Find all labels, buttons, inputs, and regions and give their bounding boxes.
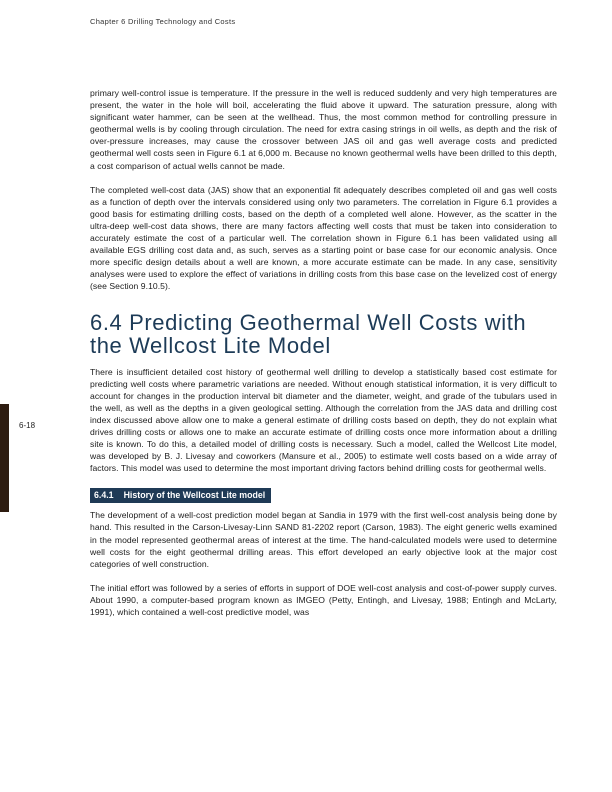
body-paragraph: primary well-control issue is temperature. If the pressure in the well is reduced suddenly and very high temperatures are present, the water in the hole will boil, accelerating the fluid above it upward. The saturation pressure, along with significant water hammer, can be seen at the wellhead. Thus, the most common method for controlling pressure in geothermal wells is by cooling through circulation. The need for extra casing strings in oil wells, as depth and the risk of over-pressure increases, may cause the crossover between JAS oil and gas well average costs and predicted geothermal well costs seen in Figure 6.1 at 6,000 m. Because no known geothermal wells have been drilled to this depth, a cost comparison of actual wells cannot be made.: [90, 88, 557, 171]
section-heading: [90, 311, 557, 357]
section-intro-paragraph: There is insufficient detailed cost history of geothermal well drilling to develop a statistically based cost estimate for predicting well costs where parametric variations are needed. Without enough statistical information, it is very difficult to account for changes in the production interval bit diameter and the diameter, weight, and grade of the tubulars used in the well, as well as the depths in a given geological setting. Although the correlation from the JAS data and drilling cost index discussed above allow one to make a general estimate of drilling costs based on depth, they do not explain what drives drilling costs or allows one to make an accurate estimate of drilling costs once more information about a drilling site is known. To do this, a detailed model of drilling costs is necessary. Such a model, called the Wellcost Lite model, was developed by B. J. Livesay and coworkers (Mansure et al., 2005) to estimate well costs based on a wide array of factors. This model was used to determine the most important driving factors behind drilling costs for geothermal wells.: [90, 366, 557, 474]
running-header: Chapter 6 Drilling Technology and Costs: [90, 17, 236, 26]
body-paragraph: The completed well-cost data (JAS) show that an exponential fit adequately describes completed oil and gas well costs as a function of depth over the intervals considered using only two parameters. The correlation in Figure 6.1 provides a good basis for estimating drilling costs, based on the depth of a completed well alone. However, as the scatter in the ultra-deep well-cost data shows, there are many factors affecting well costs that must be taken into consideration to accurately estimate the cost of a particular well. The correlation shown in Figure 6.1 has been validated using all available EGS drilling cost data and, as such, serves as a starting point or base case for our economic analysis. Once more specific design details about a well are known, a more accurate estimate can be made. In any case, sensitivity analyses were used to explore the effect of variations in drilling costs from this base case on the levelized cost of energy (see Section 9.10.5).: [90, 184, 557, 292]
section-title-line-2: the Wellcost Lite Model: [90, 332, 331, 358]
subsection-number: 6.4.1: [94, 490, 114, 501]
page-content: [90, 87, 557, 618]
body-paragraph: The initial effort was followed by a series of efforts in support of DOE well-cost analysis and cost-of-power supply curves. About 1990, a computer-based program known as IMGEO (Petty, Entingh, and Livesay, 1988; Entingh and McLarty, 1991), which contained a well-cost predictive model, was: [90, 582, 557, 617]
body-paragraph: The development of a well-cost prediction model began at Sandia in 1979 with the first well-cost analysis being done by hand. This resulted in the Carson-Livesay-Linn SAND 81-2202 report (Carson, 1983). The eight generic wells examined in the model represented geothermal areas of interest at the time. The hand-calculated models were used to determine well costs for the eight geothermal drilling areas. This effort developed an early objective look at the major cost categories of well construction.: [90, 510, 557, 569]
section-title-line-1: 6.4 Predicting Geothermal Well Costs with: [90, 309, 527, 335]
chapter-tab-bar: [0, 404, 9, 512]
page-number: 6-18: [19, 421, 36, 430]
subsection-title: History of the Wellcost Lite model: [123, 490, 266, 501]
subsection-heading: [90, 488, 271, 503]
section-title: [90, 311, 557, 357]
